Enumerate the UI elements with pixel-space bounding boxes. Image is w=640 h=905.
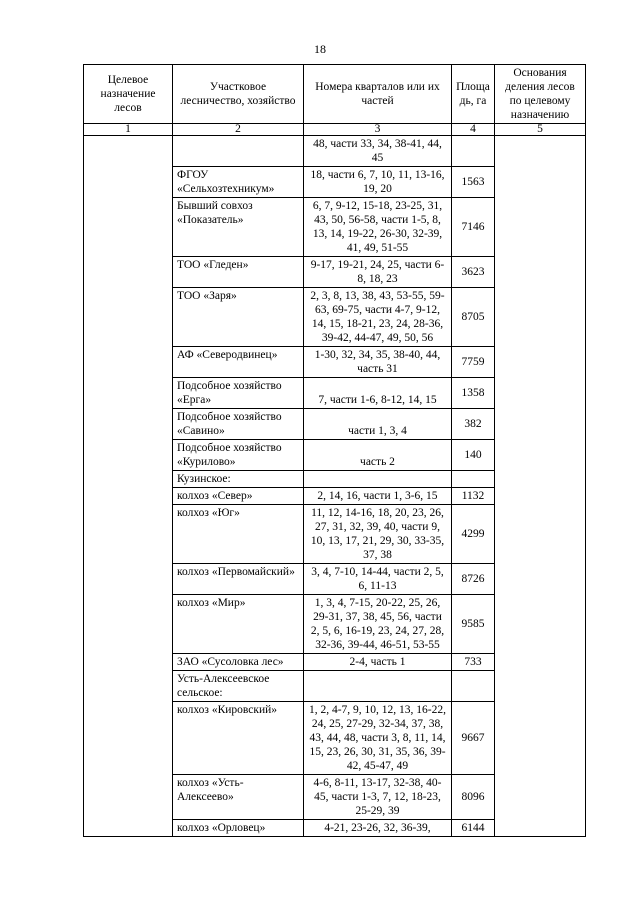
- column-number: 4: [452, 124, 495, 136]
- area-cell: 3623: [452, 257, 495, 288]
- quarters-cell: части 1, 3, 4: [304, 409, 452, 440]
- forestry-cell: колхоз «Мир»: [173, 595, 304, 654]
- forestry-cell: ЗАО «Сусоловка лес»: [173, 654, 304, 671]
- area-cell: 8096: [452, 775, 495, 820]
- forestry-cell: колхоз «Юг»: [173, 505, 304, 564]
- area-cell: [452, 671, 495, 702]
- quarters-cell: 9-17, 19-21, 24, 25, части 6-8, 18, 23: [304, 257, 452, 288]
- quarters-cell: 4-21, 23-26, 32, 36-39,: [304, 820, 452, 837]
- area-cell: 7146: [452, 198, 495, 257]
- forestry-cell: Усть-Алексеевское сельское:: [173, 671, 304, 702]
- area-cell: [452, 136, 495, 167]
- forestry-cell: [173, 136, 304, 167]
- header-purpose: Целевое назначение лесов: [84, 65, 173, 124]
- area-cell: 9667: [452, 702, 495, 775]
- page-number: 18: [314, 42, 326, 56]
- quarters-cell: 48, части 33, 34, 38-41, 44, 45: [304, 136, 452, 167]
- forestry-cell: ФГОУ «Сельхозтехникум»: [173, 167, 304, 198]
- table-header-row: [84, 65, 586, 124]
- forestry-cell: Подсобное хозяйство «Савино»: [173, 409, 304, 440]
- quarters-cell: 4-6, 8-11, 13-17, 32-38, 40-45, части 1-3, 7, 12, 18-23, 25-29, 39: [304, 775, 452, 820]
- area-cell: 733: [452, 654, 495, 671]
- header-area-line1: Площа: [456, 81, 490, 93]
- quarters-cell: 2, 14, 16, части 1, 3-6, 15: [304, 488, 452, 505]
- quarters-cell: 11, 12, 14-16, 18, 20, 23, 26, 27, 31, 32, 39, 40, части 9, 10, 13, 17, 21, 29, 30, 33-35, 37, 38: [304, 505, 452, 564]
- area-cell: 140: [452, 440, 495, 471]
- forestry-cell: Бывший совхоз «Показатель»: [173, 198, 304, 257]
- area-cell: 7759: [452, 347, 495, 378]
- quarters-cell: 1-30, 32, 34, 35, 38-40, 44, часть 31: [304, 347, 452, 378]
- area-cell: 4299: [452, 505, 495, 564]
- quarters-cell: 1, 2, 4-7, 9, 10, 12, 13, 16-22, 24, 25, 27-29, 32-34, 37, 38, 43, 44, 48, части 3, 8, 11, 14, 15, 23, 26, 30, 31, 35, 36, 39-42, 45-47, 49: [304, 702, 452, 775]
- area-cell: 382: [452, 409, 495, 440]
- purpose-cell: [84, 136, 173, 837]
- basis-cell: [495, 136, 586, 837]
- area-cell: 9585: [452, 595, 495, 654]
- forestry-cell: Подсобное хозяйство «Ерга»: [173, 378, 304, 409]
- forestry-cell: колхоз «Первомайский»: [173, 564, 304, 595]
- area-cell: 8705: [452, 288, 495, 347]
- column-number-row: [84, 124, 586, 136]
- quarters-cell: часть 2: [304, 440, 452, 471]
- header-area: [452, 65, 495, 124]
- header-area-line2: дь, га: [459, 95, 487, 107]
- forestry-cell: АФ «Северодвинец»: [173, 347, 304, 378]
- quarters-cell: 7, части 1-6, 8-12, 14, 15: [304, 378, 452, 409]
- quarters-cell: 2-4, часть 1: [304, 654, 452, 671]
- quarters-cell: 2, 3, 8, 13, 38, 43, 53-55, 59-63, 69-75, части 4-7, 9-12, 14, 15, 18-21, 23, 24, 28-36, 39-42, 44-47, 49, 50, 56: [304, 288, 452, 347]
- area-cell: 8726: [452, 564, 495, 595]
- area-cell: 1132: [452, 488, 495, 505]
- table-row: [84, 136, 586, 167]
- header-basis: Основания деления лесов по целевому назначению: [495, 65, 586, 124]
- quarters-cell: 3, 4, 7-10, 14-44, части 2, 5, 6, 11-13: [304, 564, 452, 595]
- column-number: 2: [173, 124, 304, 136]
- forestry-cell: ТОО «Заря»: [173, 288, 304, 347]
- quarters-cell: 1, 3, 4, 7-15, 20-22, 25, 26, 29-31, 37, 38, 45, 56, части 2, 5, 6, 16-19, 23, 24, 27, 28, 32-36, 39-44, 46-51, 53-55: [304, 595, 452, 654]
- area-cell: [452, 471, 495, 488]
- column-number: 5: [495, 124, 586, 136]
- forestry-cell: колхоз «Север»: [173, 488, 304, 505]
- quarters-cell: 18, части 6, 7, 10, 11, 13-16, 19, 20: [304, 167, 452, 198]
- area-cell: 1563: [452, 167, 495, 198]
- area-cell: 1358: [452, 378, 495, 409]
- forestry-cell: колхоз «Кировский»: [173, 702, 304, 775]
- header-quarters: Номера кварталов или их частей: [304, 65, 452, 124]
- area-cell: 6144: [452, 820, 495, 837]
- quarters-cell: [304, 471, 452, 488]
- column-number: 1: [84, 124, 173, 136]
- forest-division-table: [83, 64, 586, 837]
- forestry-cell: ТОО «Гледен»: [173, 257, 304, 288]
- quarters-cell: 6, 7, 9-12, 15-18, 23-25, 31, 43, 50, 56-58, части 1-5, 8, 13, 14, 19-22, 26-30, 32-39, 41, 49, 51-55: [304, 198, 452, 257]
- forestry-cell: колхоз «Усть-Алексеево»: [173, 775, 304, 820]
- forestry-cell: Кузинское:: [173, 471, 304, 488]
- column-number: 3: [304, 124, 452, 136]
- quarters-cell: [304, 671, 452, 702]
- header-forestry: Участковое лесничество, хозяйство: [173, 65, 304, 124]
- forestry-cell: колхоз «Орловец»: [173, 820, 304, 837]
- forestry-cell: Подсобное хозяйство «Курилово»: [173, 440, 304, 471]
